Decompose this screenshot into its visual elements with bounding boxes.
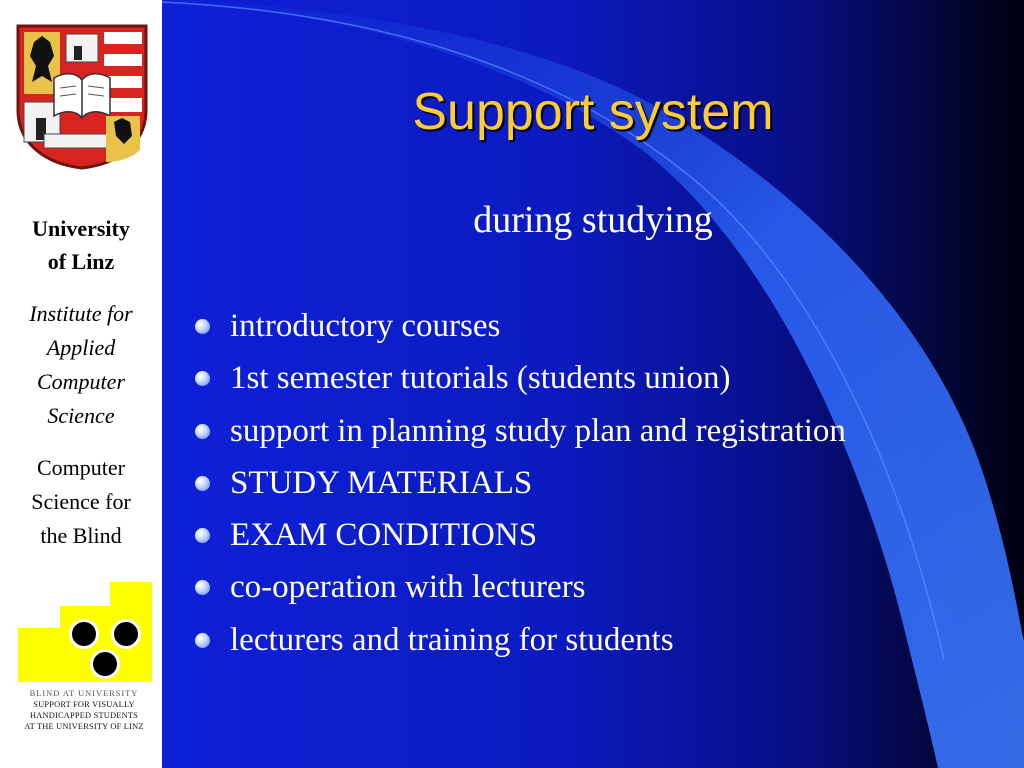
logo-caption	[14, 688, 154, 732]
bullet-item	[192, 561, 1012, 613]
institute-line: Institute for	[29, 301, 133, 326]
bullet-text: EXAM CONDITIONS	[230, 517, 538, 554]
round-bullet-icon	[195, 319, 210, 334]
bullet-text: 1st semester tutorials (students union)	[230, 360, 731, 397]
bullet-text: support in planning study plan and registration	[230, 412, 846, 449]
coat-of-arms-icon	[14, 22, 150, 170]
round-bullet-icon	[195, 424, 210, 439]
bullet-text: co-operation with lecturers	[230, 569, 586, 606]
braille-dots-logo-icon	[14, 578, 154, 686]
department-line: Computer	[37, 455, 125, 480]
bullet-item	[192, 352, 1012, 404]
institute-line: Applied	[46, 335, 116, 360]
bullet-item	[192, 614, 1012, 666]
slide-title: Support system	[412, 83, 774, 141]
bullet-item	[192, 457, 1012, 509]
round-bullet-icon	[195, 633, 210, 648]
university-line: of Linz	[47, 249, 115, 274]
institute-name	[0, 297, 162, 433]
bullet-text: STUDY MATERIALS	[230, 464, 533, 501]
logo-caption-line: AT THE UNIVERSITY OF LINZ	[24, 722, 144, 731]
institute-line: Computer	[37, 369, 125, 394]
university-name	[0, 212, 162, 278]
institute-line: Science	[47, 403, 115, 428]
round-bullet-icon	[195, 580, 210, 595]
department-name	[0, 451, 162, 553]
round-bullet-icon	[195, 476, 210, 491]
logo-caption-line: HANDICAPPED STUDENTS	[30, 711, 138, 720]
sidebar	[0, 0, 162, 768]
logo-caption-line: SUPPORT FOR VISUALLY	[33, 700, 135, 709]
round-bullet-icon	[195, 371, 210, 386]
department-line: Science for	[31, 489, 131, 514]
slide-subtitle: during studying	[473, 199, 713, 241]
bullet-text: lecturers and training for students	[230, 621, 674, 658]
logo-caption-line: BLIND AT UNIVERSITY	[29, 689, 139, 698]
round-bullet-icon	[195, 528, 210, 543]
bullet-item	[192, 300, 1012, 352]
bullet-text: introductory courses	[230, 308, 501, 344]
bullet-item	[192, 405, 1012, 457]
department-line: the Blind	[40, 523, 122, 548]
bullet-list	[192, 300, 1012, 666]
bullet-item	[192, 509, 1012, 561]
university-line: University	[32, 216, 130, 241]
